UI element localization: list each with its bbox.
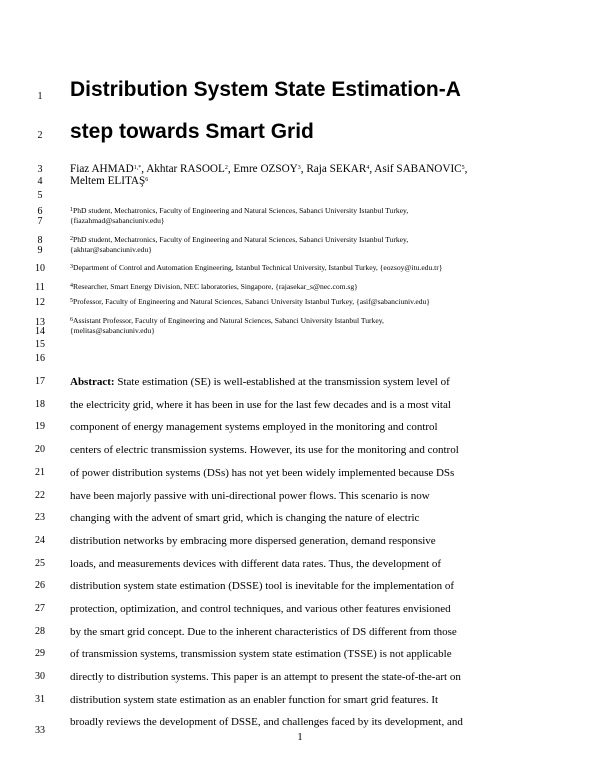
abstract-line: of power distribution systems (DSs) has not yet been widely implemented because DSs	[70, 467, 455, 479]
line-number: 22	[35, 490, 45, 501]
paper-title-line-1: Distribution System State Estimation-A	[70, 78, 461, 101]
abstract-line: loads, and measurements devices with different data rates. Thus, the development of	[70, 558, 442, 570]
author-name: , Akhtar RASOOL	[141, 163, 225, 175]
abstract-line: Abstract: State estimation (SE) is well-established at the transmission system level of	[70, 376, 450, 388]
line-number: 23	[35, 512, 45, 523]
author-name: , Raja SEKAR	[300, 163, 367, 175]
line-number: 29	[35, 648, 45, 659]
affiliation-1-email: {fiazahmad@sabanciuniv.edu}	[70, 216, 165, 225]
affiliation-1: $^1$PhD student, Mechatronics, Faculty of Engineering and Natural Sciences, Sabanci University Istanbul Turkey,	[70, 206, 409, 215]
line-number: 27	[35, 603, 45, 614]
line-number: 8	[37, 235, 43, 246]
line-number: 16	[35, 353, 45, 364]
author-superscript: 3	[297, 165, 301, 171]
line-number: 7	[37, 216, 43, 227]
line-number: 18	[35, 399, 45, 410]
paper-title-line-2: step towards Smart Grid	[70, 120, 314, 143]
line-number: 19	[35, 421, 45, 432]
line-number: 30	[35, 671, 45, 682]
line-number: 9	[37, 245, 43, 256]
line-number: 25	[35, 558, 45, 569]
page-number: 1	[297, 731, 303, 743]
abstract-line: distribution networks by embracing more dispersed generation, demand responsive	[70, 535, 436, 547]
line-number: 3	[37, 164, 43, 175]
abstract-line: by the smart grid concept. Due to the inherent characteristics of DS different from those	[70, 626, 457, 638]
line-number: 20	[35, 444, 45, 455]
line-number: 28	[35, 626, 45, 637]
author-name: Meltem ELITAŞ	[70, 175, 146, 187]
affiliation-5: $^5$Professor, Faculty of Engineering and Natural Sciences, Sabanci University Istanbul Turkey, {asif@sabanciuniv.edu}	[70, 297, 430, 306]
author-name: , Asif SABANOVIC	[369, 163, 462, 175]
affiliation-3: $^3$Department of Control and Automation Engineering, Istanbul Technical University, Istanbul Turkey, {eozsoy@itu.edu.tr}	[70, 263, 443, 272]
abstract-label: Abstract:	[70, 376, 115, 388]
line-number: 11	[35, 282, 45, 293]
line-number: 2	[37, 130, 43, 141]
abstract-line: distribution system state estimation as an enabler function for smart grid features. It	[70, 694, 439, 706]
author-superscript: 1,*	[133, 165, 142, 171]
author-superscript: 6	[145, 177, 149, 183]
line-number: 5	[37, 190, 43, 201]
author-line-1: Fiaz $AHMAD^{1,*}$, Akhtar RASOOL$^2$, Emre OZSOY$^3$, Raja SEKAR$^4$, Asif SABANOVIC$^5$,	[70, 163, 468, 175]
line-number: 17	[35, 376, 45, 387]
line-number: 24	[35, 535, 45, 546]
affiliation-2-email: {akhtar@sabanciuniv.edu}	[70, 245, 152, 254]
abstract-line: component of energy management systems employed in the monitoring and control	[70, 421, 438, 433]
affiliation-6: $^6$Assistant Professor, Faculty of Engineering and Natural Sciences, Sabanci University Istanbul Turkey,	[70, 316, 384, 325]
line-number: 21	[35, 467, 45, 478]
author-superscript: 4	[366, 165, 370, 171]
author-superscript: 2	[224, 165, 228, 171]
line-number: 12	[35, 297, 45, 308]
line-number: 31	[35, 694, 45, 705]
abstract-line: directly to distribution systems. This paper is an attempt to present the state-of-the-art on	[70, 671, 461, 683]
line-number: 26	[35, 580, 45, 591]
abstract-line: changing with the advent of smart grid, which is changing the nature of electric	[70, 512, 420, 524]
affiliation-6-email: {melitas@sabanciuniv.edu}	[70, 326, 155, 335]
abstract-line: protection, optimization, and control techniques, and various other features envisioned	[70, 603, 451, 615]
abstract-line: centers of electric transmission systems. However, its use for the monitoring and control	[70, 444, 459, 456]
abstract-line: broadly reviews the development of DSSE, and challenges faced by its development, and	[70, 716, 463, 728]
author-line-2	[70, 175, 148, 187]
author-superscript: 5	[461, 165, 465, 171]
line-number: 1	[37, 91, 43, 102]
line-number: 14	[35, 326, 45, 337]
abstract-line: distribution system state estimation (DSSE) tool is inevitable for the implementation of	[70, 580, 455, 592]
affiliation-2: $^2$PhD student, Mechatronics, Faculty of Engineering and Natural Sciences, Sabanci University Istanbul Turkey,	[70, 235, 409, 244]
line-number: 10	[35, 263, 45, 274]
line-number: 6	[37, 206, 43, 217]
abstract-line: have been majorly passive with uni-directional power flows. This scenario is now	[70, 490, 430, 502]
author-name: , Emre OZSOY	[227, 163, 298, 175]
line-number: 13	[35, 317, 45, 328]
line-number: 4	[37, 176, 43, 187]
author-name: Fiaz AHMAD	[70, 163, 134, 175]
abstract-line: of transmission systems, transmission system state estimation (TSSE) is not applicable	[70, 648, 452, 660]
abstract-line: the electricity grid, where it has been in use for the last few decades and is a most vital	[70, 399, 451, 411]
line-number: 15	[35, 339, 45, 350]
affiliation-4: $^4$Researcher, Smart Energy Division, NEC laboratories, Singapore, {rajasekar_s@nec.com.sg}	[70, 282, 358, 291]
line-number: 33	[35, 725, 45, 736]
